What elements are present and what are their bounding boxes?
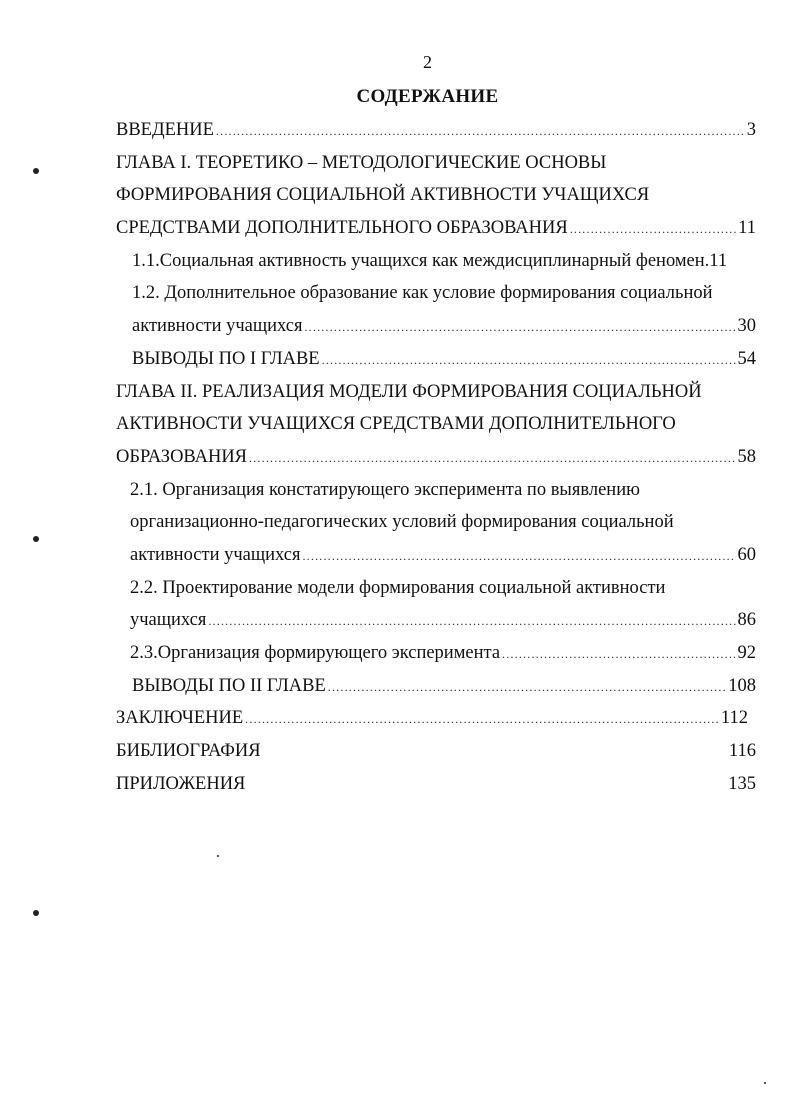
toc-entry-text: ВЫВОДЫ ПО I ГЛАВЕ bbox=[132, 348, 320, 369]
toc-entry-text: БИБЛИОГРАФИЯ bbox=[116, 741, 261, 762]
toc-entry-text: ОБРАЗОВАНИЯ bbox=[116, 446, 248, 467]
toc-entry-text: 2.1. Организация констатирующего эксперимента по выявлению bbox=[130, 479, 640, 500]
toc-entry-page: 11 bbox=[738, 218, 756, 239]
toc-entry-page: 11 bbox=[709, 250, 728, 271]
binding-hole-mark bbox=[33, 910, 39, 916]
dot-leader bbox=[302, 540, 735, 573]
dot-leader bbox=[208, 605, 735, 638]
toc-entry-section-1-2-line1[interactable] bbox=[116, 277, 756, 310]
toc-entry-chapter2-line1[interactable] bbox=[116, 376, 756, 409]
toc-entry-page: 86 bbox=[737, 610, 756, 631]
toc-entry-chapter2-line3[interactable] bbox=[116, 441, 756, 474]
toc-entry-text: активности учащихся bbox=[132, 316, 303, 337]
toc-entry-text: ФОРМИРОВАНИЯ СОЦИАЛЬНОЙ АКТИВНОСТИ УЧАЩИХСЯ bbox=[116, 185, 650, 206]
toc-entry-text: ВЫВОДЫ ПО II ГЛАВЕ bbox=[132, 675, 326, 696]
toc-entry-text: ГЛАВА II. РЕАЛИЗАЦИЯ МОДЕЛИ ФОРМИРОВАНИЯ СОЦИАЛЬНОЙ bbox=[116, 381, 702, 402]
toc-entry-section-2-3[interactable] bbox=[116, 637, 756, 670]
toc-entry-section-2-2-line2[interactable] bbox=[116, 604, 756, 637]
page-number: 2 bbox=[423, 52, 432, 72]
toc-entry-bibliography[interactable] bbox=[116, 735, 756, 768]
toc-entry-page: 112 bbox=[720, 708, 748, 729]
toc-entry-page: 92 bbox=[737, 643, 756, 663]
toc-entry-page: 108 bbox=[728, 675, 756, 696]
toc-entry-section-2-1-line2[interactable] bbox=[116, 506, 756, 539]
toc-entry-text: ГЛАВА I. ТЕОРЕТИКО – МЕТОДОЛОГИЧЕСКИЕ ОСНОВЫ bbox=[116, 152, 607, 173]
toc-entry-text: СРЕДСТВАМИ ДОПОЛНИТЕЛЬНОГО ОБРАЗОВАНИЯ bbox=[116, 218, 568, 239]
toc-entry-text: 1.1.Социальная активность учащихся как междисциплинарный феномен. bbox=[132, 250, 710, 271]
table-of-contents bbox=[116, 114, 756, 800]
scan-speck bbox=[217, 855, 219, 857]
toc-entry-conclusions-chapter2[interactable] bbox=[116, 670, 756, 703]
toc-entry-chapter1-line3[interactable] bbox=[116, 212, 756, 245]
toc-entry-chapter1-line2[interactable] bbox=[116, 179, 756, 212]
toc-entry-text: АКТИВНОСТИ УЧАЩИХСЯ СРЕДСТВАМИ ДОПОЛНИТЕЛЬНОГО bbox=[116, 414, 676, 435]
toc-entry-page: 116 bbox=[728, 741, 756, 762]
toc-entry-page: 54 bbox=[737, 348, 756, 369]
toc-entry-section-2-2-line1[interactable] bbox=[116, 572, 756, 605]
dot-leader bbox=[502, 638, 735, 671]
toc-entry-chapter1-line1[interactable] bbox=[116, 147, 756, 180]
binding-hole-mark bbox=[33, 168, 39, 174]
toc-entry-appendices[interactable] bbox=[116, 768, 756, 801]
toc-entry-page: 30 bbox=[737, 316, 756, 337]
dot-leader bbox=[328, 671, 726, 704]
dot-leader bbox=[249, 442, 735, 475]
page-title: СОДЕРЖАНИЕ bbox=[356, 86, 499, 107]
toc-entry-text: активности учащихся bbox=[130, 544, 301, 565]
dot-leader bbox=[570, 213, 736, 246]
scan-speck bbox=[764, 1082, 766, 1084]
dot-leader bbox=[304, 311, 735, 344]
dot-leader bbox=[216, 115, 745, 148]
toc-entry-page: 58 bbox=[737, 446, 756, 467]
toc-entry-text: ПРИЛОЖЕНИЯ bbox=[116, 773, 246, 794]
toc-entry-text: учащихся bbox=[130, 610, 207, 631]
toc-entry-conclusion[interactable] bbox=[116, 702, 756, 735]
toc-entry-chapter2-line2[interactable] bbox=[116, 408, 756, 441]
dot-leader bbox=[245, 703, 719, 736]
dot-leader bbox=[322, 344, 736, 377]
toc-entry-conclusions-chapter1[interactable] bbox=[116, 343, 756, 376]
binding-hole-mark bbox=[33, 536, 39, 542]
toc-entry-text: 1.2. Дополнительное образование как условие формирования социальной bbox=[132, 283, 713, 304]
toc-entry-text: ЗАКЛЮЧЕНИЕ bbox=[116, 708, 244, 729]
toc-entry-section-2-1-line1[interactable] bbox=[116, 474, 756, 507]
toc-entry-section-1-1[interactable] bbox=[116, 245, 756, 278]
toc-entry-text: 2.2. Проектирование модели формирования социальной активности bbox=[130, 577, 666, 598]
toc-entry-section-1-2-line2[interactable] bbox=[116, 310, 756, 343]
toc-entry-text: 2.3.Организация формирующего эксперимента bbox=[130, 643, 501, 663]
toc-entry-page: 60 bbox=[737, 544, 756, 565]
toc-entry-page: 3 bbox=[746, 120, 756, 140]
toc-entry-section-2-1-line3[interactable] bbox=[116, 539, 756, 572]
toc-entry-introduction[interactable] bbox=[116, 114, 756, 147]
toc-entry-page: 135 bbox=[728, 773, 756, 794]
toc-entry-text: организационно-педагогических условий формирования социальной bbox=[130, 512, 674, 533]
toc-entry-text: ВВЕДЕНИЕ bbox=[116, 120, 214, 140]
